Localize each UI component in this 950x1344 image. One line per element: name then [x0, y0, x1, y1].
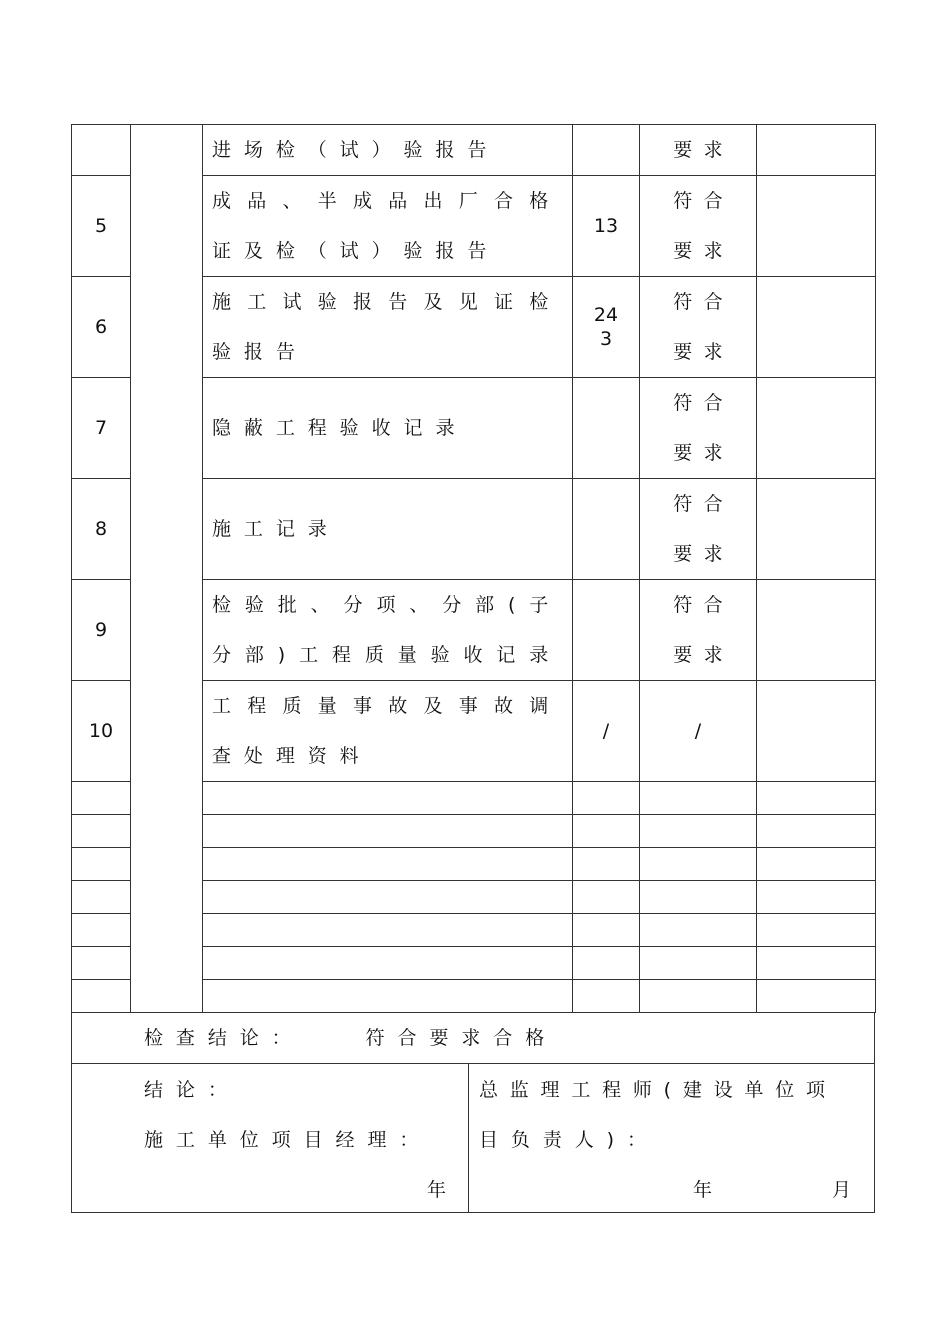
count-cell: [573, 378, 640, 479]
row-number: [72, 125, 131, 176]
item-text: 成品、半成品出厂合格: [212, 190, 554, 212]
item-text: 查处理资料: [212, 745, 372, 767]
count-value: 13: [593, 215, 619, 237]
item-text: 检验批、分项、分部(子: [212, 594, 554, 616]
project-manager-label: 施工单位项目经理：: [144, 1129, 432, 1151]
result-cell: [640, 479, 757, 580]
item-cell: [203, 176, 573, 277]
inspection-conclusion: [72, 1013, 874, 1063]
count-cell: /: [573, 681, 640, 782]
signature-section: [72, 1063, 874, 1212]
result-cell: [640, 681, 757, 782]
result-cell: [640, 378, 757, 479]
result-cell: [640, 580, 757, 681]
count-cell: [573, 479, 640, 580]
footer-section: [71, 1013, 875, 1213]
result-text: 要求: [673, 341, 735, 363]
count-cell: [573, 176, 640, 277]
item-cell: [203, 277, 573, 378]
note-cell: [757, 176, 876, 277]
chief-supervisor-label: 总监理工程师(建设单位项: [479, 1079, 837, 1101]
check-table: [71, 124, 876, 1013]
note-cell: [757, 277, 876, 378]
item-cell: [203, 125, 573, 176]
result-cell: [640, 125, 757, 176]
note-cell: [757, 125, 876, 176]
row-number: 5: [72, 176, 131, 277]
result-text: 要求: [673, 240, 735, 262]
count-cell: [573, 277, 640, 378]
supervisor-year-label: 年: [693, 1179, 713, 1201]
result-text: 符合: [673, 291, 735, 313]
chief-supervisor-label-cont: 目负责人)：: [479, 1129, 659, 1151]
item-text: 进场检（试）验报告: [212, 139, 500, 161]
note-cell: [757, 580, 876, 681]
result-text: 符合: [673, 594, 735, 616]
table-row: [72, 125, 876, 176]
item-text: 证及检（试）验报告: [212, 240, 500, 262]
result-text: 符合: [673, 493, 735, 515]
item-text: 隐蔽工程验收记录: [212, 417, 468, 439]
conclusion-value: 符合要求合格: [365, 1027, 558, 1049]
note-cell: [757, 378, 876, 479]
result-text: 符合: [673, 392, 735, 414]
row-number: 10: [72, 681, 131, 782]
supervisor-month-label: 月: [832, 1179, 852, 1201]
note-cell: [757, 681, 876, 782]
result-text: 要求: [673, 442, 735, 464]
item-text: 工程质量事故及事故调: [212, 695, 554, 717]
row-number: 9: [72, 580, 131, 681]
item-text: 验报告: [212, 341, 308, 363]
item-cell: [203, 580, 573, 681]
item-text: 施工记录: [212, 518, 340, 540]
result-cell: [640, 176, 757, 277]
result-text: 要求: [673, 644, 735, 666]
item-cell: [203, 479, 573, 580]
contractor-year-label: 年: [427, 1179, 447, 1201]
item-text: 分部)工程质量验收记录: [212, 644, 554, 666]
result-text: 要求: [673, 139, 735, 161]
contractor-signature: [72, 1064, 469, 1212]
note-cell: [757, 479, 876, 580]
result-cell: [640, 277, 757, 378]
category-cell: [131, 125, 203, 1013]
result-text: 要求: [673, 543, 735, 565]
count-value: 243: [593, 304, 619, 350]
item-text: 施工试验报告及见证检: [212, 291, 554, 313]
result-text: /: [694, 720, 702, 742]
count-cell: [573, 125, 640, 176]
document-sheet: [71, 124, 875, 1213]
item-cell: [203, 378, 573, 479]
row-number: 7: [72, 378, 131, 479]
item-cell: [203, 681, 573, 782]
supervisor-signature: [469, 1064, 874, 1212]
result-text: 符合: [673, 190, 735, 212]
conclusion-label: 检查结论：: [144, 1027, 304, 1049]
row-number: 8: [72, 479, 131, 580]
row-number: 6: [72, 277, 131, 378]
count-cell: [573, 580, 640, 681]
contractor-conclusion-label: 结论：: [144, 1079, 240, 1101]
